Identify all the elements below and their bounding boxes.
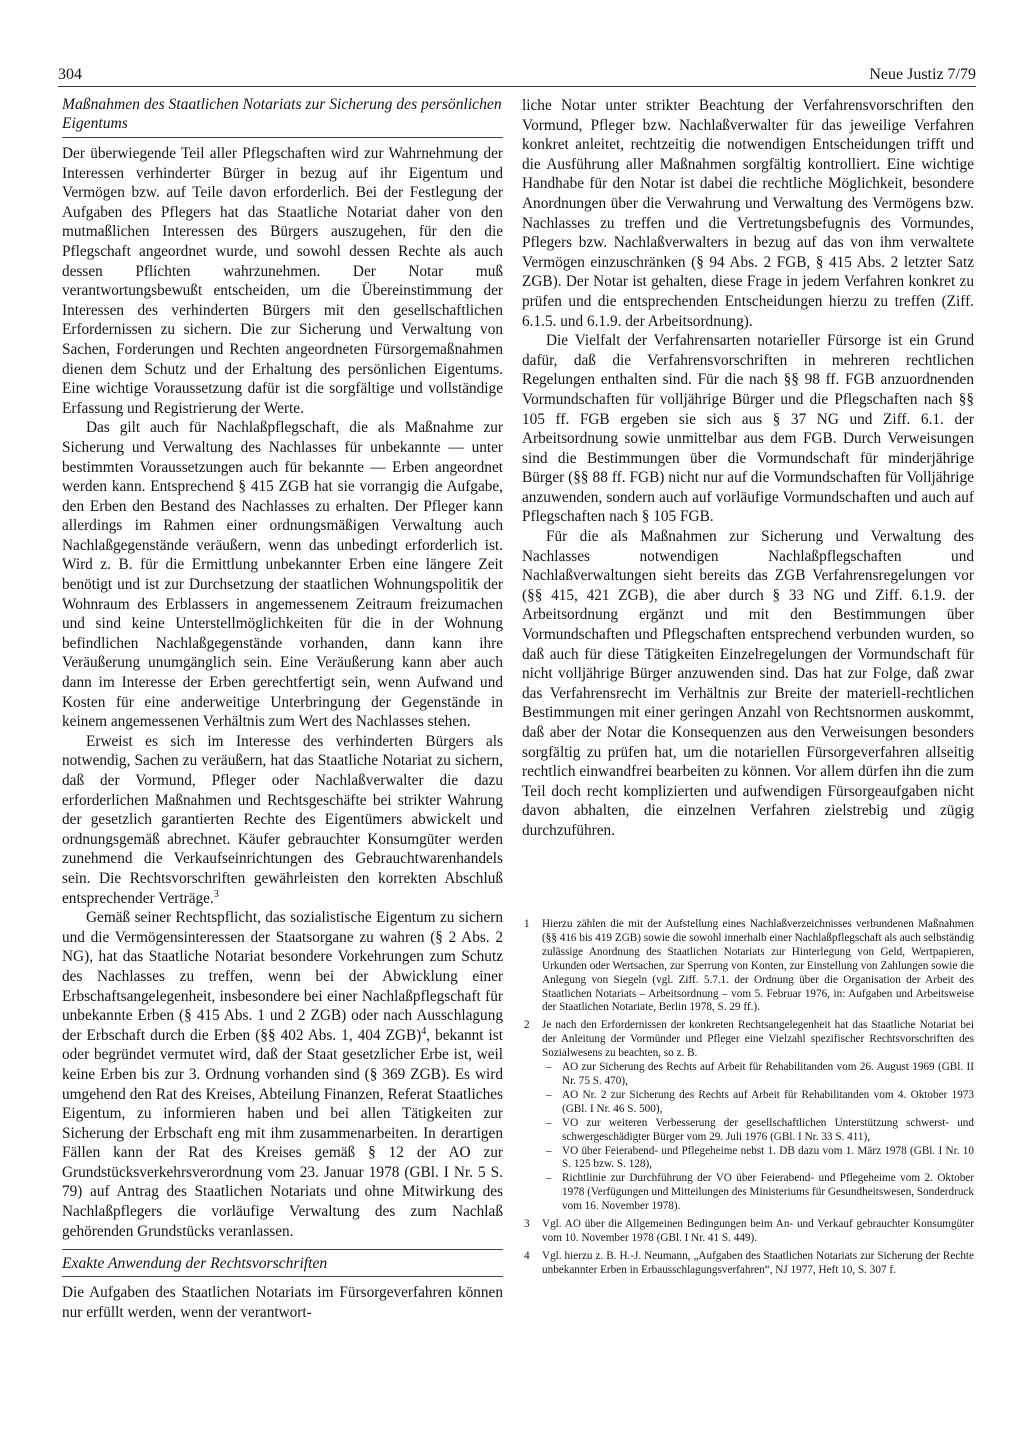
- footnote-list-item: – Richtlinie zur Durchführung der VO über Feierabend- und Pflegeheime vom 2. Oktober 1978 (Verfügungen und Mitteilungen des Ministeriums für Gesundheitswesen, Sonderdruck vom 16. November 1978).: [542, 1172, 974, 1214]
- journal-issue: Neue Justiz 7/79: [869, 66, 976, 83]
- footnote-list: [542, 1061, 974, 1214]
- section-heading-1: Maßnahmen des Staatlichen Notariats zur Sicherung des persönlichen Eigentums: [62, 96, 503, 138]
- footnote-4: [524, 1250, 974, 1278]
- page-header: [58, 66, 976, 88]
- page-number: 304: [58, 66, 82, 83]
- right-column: [522, 96, 974, 841]
- footnote-ref: 3: [213, 888, 219, 900]
- footnote-text: Vgl. hierzu z. B. H.-J. Neumann, „Aufgaben des Staatlichen Notariats zur Sicherung der Rechte unbekannter Erben in Erbausschlagungsverfahren“, NJ 1977, Heft 10, S. 307 f.: [542, 1249, 974, 1276]
- section-heading-2: Exakte Anwendung der Rechtsvorschriften: [62, 1249, 503, 1277]
- paragraph: liche Notar unter strikter Beachtung der Verfahrensvorschriften den Vormund, Pfleger bzw. Nachlaßverwalter für das jeweilige Verfahren konkret anleitet, rechtzeitig die notwendigen Entscheidungen trifft und die Ausführung aller Maßnahmen sorgfältig kontrolliert. Eine wichtige Handhabe für den Notar ist dabei die rechtliche Möglichkeit, besondere Anordnungen über die Verwahrung und Verwaltung des Vermögens bzw. Nachlasses zu treffen und die Vertretungsbefugnis des Vormundes, Pflegers bzw. Nachlaßverwalters in bezug auf das von ihm verwaltete Vermögen einzuschränken (§ 94 Abs. 2 FGB, § 415 Abs. 2 letzter Satz ZGB). Der Notar ist gehalten, diese Frage in jedem Verfahren konkret zu prüfen und die entsprechenden Entscheidungen hierzu zu treffen (Ziff. 6.1.5. und 6.1.9. der Arbeitsordnung).: [522, 97, 974, 330]
- paragraph: [62, 732, 503, 908]
- paragraph: [62, 908, 503, 1241]
- footnote-number: 3: [524, 1218, 530, 1231]
- footnote-text: Hierzu zählen die mit der Aufstellung eines Nachlaßverzeichnisses verbundenen Maßnahmen (§§ 416 bis 419 ZGB) sowie die sowohl innerhalb einer Nachlaßpflegschaft als auch selbständig zulässige Anordnung des Staatlichen Notariats zur Hinterlegung von Geld, Wertpapieren, Urkunden oder Wertsachen, zur Sperrung von Konten, zur Einstellung von Zahlungen sowie die Anlegung von Siegeln (vgl. Ziff. 5.7.1. der Ordnung über die Organisation der Arbeit des Staatlichen Notariats – Arbeitsordnung – vom 5. Februar 1976, in: Aufgaben und Arbeitsweise der Staatlichen Notariate, Berlin 1978, S. 29 ff.).: [542, 918, 974, 1014]
- footnote-number: 2: [524, 1019, 530, 1032]
- footnotes: [524, 918, 974, 1282]
- paragraph: Der überwiegende Teil aller Pflegschaften wird zur Wahrnehmung der Interessen verhinderter Bürger in bezug auf ihr Eigentum und Vermögen bzw. auf Teile davon erforderlich. Bei der Festlegung der Aufgaben des Pflegers hat das Staatliche Notariat daher von den mutmaßlichen Interessen des Bürgers auszugehen, für den die Pflegschaft angeordnet wurde, und sowohl dessen Rechte als auch dessen Pflichten wahrzunehmen. Der Notar muß verantwortungsbewußt entscheiden, um die Übereinstimmung der Interessen des verhinderten Bürgers mit den gesellschaftlichen Erfordernissen zu sichern. Die zur Sicherung und Verwaltung von Sachen, Forderungen und Rechten angeordneten Fürsorgemaßnahmen dienen dem Schutz und der Erhaltung des persönlichen Eigentums. Eine wichtige Voraussetzung dafür ist die sorgfältige und vollständige Erfassung und Registrierung der Werte.: [62, 145, 503, 417]
- footnote-list-item: – VO zur weiteren Verbesserung der gesellschaftlichen Unterstützung schwerst- und schwergeschädigter Bürger vom 29. Juli 1976 (GBl. I Nr. 33 S. 411),: [542, 1117, 974, 1145]
- footnote-ref: 4: [421, 1025, 427, 1037]
- paragraph-text: Gemäß seiner Rechtspflicht, das sozialistische Eigentum zu sichern und die Vermögensinteressen der Staatsorgane zu wahren (§ 2 Abs. 2 NG), hat das Staatliche Notariat besondere Vorkehrungen zum Schutz des Nachlasses zu treffen, wenn bei der Abwicklung einer Erbschaftsangelegenheit, insbesondere bei einer Nachlaßpflegschaft für unbekannte Erben (§ 415 Abs. 1 und 2 ZGB) oder nach Ausschlagung der Erbschaft durch die Erben (§§ 402 Abs. 1, 404 ZGB): [62, 909, 503, 1044]
- paragraph: Das gilt auch für Nachlaßpflegschaft, die als Maßnahme zur Sicherung und Verwaltung des Nachlasses für unbekannte — unter bestimmten Voraussetzungen auch für bekannte — Erben angeordnet werden kann. Entsprechend § 415 ZGB hat sie vorrangig die Aufgabe, den Erben den Bestand des Nachlasses zu erhalten. Der Pfleger kann allerdings im Rahmen einer ordnungsmäßigen Verwaltung auch Nachlaßgegenstände veräußern, wenn das unbedingt erforderlich ist. Wird z. B. für die Ermittlung unbekannter Erben eine längere Zeit benötigt und ist zur Durchsetzung der staatlichen Wohnungspolitik der Wohnraum des Erblassers in angemessenem Zeitraum freizumachen und sind keine Unterstellmöglichkeiten für die in der Wohnung befindlichen Nachlaßgegenstände vorhanden, dann kann ihre Veräußerung unumgänglich sein. Eine Veräußerung kann aber auch dann im Interesse der Erben gerechtfertigt sein, wenn Aufwand und Kosten für eine anderweitige Unterbringung der Gegenstände in keinem angemessenen Verhältnis zum Wert des Nachlasses stehen.: [62, 419, 503, 731]
- footnote-list-item: – AO zur Sicherung des Rechts auf Arbeit für Rehabilitanden vom 26. August 1969 (GBl. II Nr. 75 S. 470),: [542, 1061, 974, 1089]
- footnote-3: [524, 1218, 974, 1246]
- footnote-list-item: – VO über Feierabend- und Pflegeheime nebst 1. DB dazu vom 1. März 1978 (GBl. I Nr. 10 S. 125 bzw. S. 128),: [542, 1145, 974, 1173]
- footnote-number: 4: [524, 1249, 530, 1262]
- paragraph-text: , bekannt ist oder begründet vermutet wird, daß der Staat gesetzlicher Erbe ist, weil keine Erben bis zur 3. Ordnung vorhanden sind (§ 369 ZGB). Es wird umgehend den Rat des Kreises, Abteilung Finanzen, Referat Staatliches Eigentum, zu informieren haben und bei allen Tätigkeiten zur Sicherung der Erbschaft eng mit ihm zusammenarbeiten. In derartigen Fällen kann der Rat des Kreises gemäß § 12 der AO zur Grundstücksverkehrsverordnung vom 23. Januar 1978 (GBl. I Nr. 5 S. 79) auf Antrag des Staatlichen Notariats und ohne Mitwirkung des Nachlaßpflegers die vorläufige Verwaltung des zum Nachlaß gehörenden Grundstücks veranlassen.: [62, 1026, 503, 1240]
- paragraph: Die Aufgaben des Staatlichen Notariats im Fürsorgeverfahren können nur erfüllt werden, wenn der verantwort-: [62, 1284, 503, 1321]
- footnote-list-item: – AO Nr. 2 zur Sicherung des Rechts auf Arbeit für Rehabilitanden vom 4. Oktober 1973 (GBl. I Nr. 46 S. 500),: [542, 1089, 974, 1117]
- left-column: [62, 96, 503, 1322]
- header-rule: [58, 86, 976, 87]
- paragraph-text: Erweist es sich im Interesse des verhinderten Bürgers als notwendig, Sachen zu veräußern, hat das Staatliche Notariat zu sichern, daß der Vormund, Pfleger oder Nachlaßverwalter die dazu erforderlichen Maßnahmen und Rechtsgeschäfte bei strikter Wahrung der gesetzlich garantierten Rechte des Eigentümers abwickelt und ordnungsgemäß abrechnet. Käufer gebrauchter Konsumgüter werden zunehmend die Verkaufseinrichtungen des Gebrauchtwarenhandels sein. Die Rechtsvorschriften gewährleisten den korrekten Abschluß entsprechender Verträge.: [62, 732, 503, 907]
- footnote-number: 1: [524, 918, 530, 930]
- footnote-text: Je nach den Erfordernissen der konkreten Rechtsangelegenheit hat das Staatliche Notariat bei der Anleitung der Vormünder und Pfleger eine Vielzahl spezifischer Rechtsvorschriften des Sozialwesens zu beachten, so z. B.: [542, 1019, 974, 1060]
- paragraph: Für die als Maßnahmen zur Sicherung und Verwaltung des Nachlasses notwendigen Nachlaßpflegschaften und Nachlaßverwaltungen sieht bereits das ZGB Verfahrensregelungen vor (§§ 415, 421 ZGB), die aber durch § 33 NG und Ziff. 6.1.9. der Arbeitsordnung ergänzt und mit den Bestimmungen über Vormundschaften und Pflegschaften entsprechend verbunden wurden, so daß auch für diese Tätigkeiten Einzelregelungen der Vormundschaft für nicht volljährige Bürger anzuwenden sind. Das hat zur Folge, daß zwar das Verfahrensrecht im Verhältnis zur Breite der materiell-rechtlichen Bestimmungen mit einer geringen Anzahl von Rechtsnormen auskommt, daß aber der Notar die Konsequenzen aus den Verweisungen besonders sorgfältig zu prüfen hat, um die notariellen Fürsorgeverfahren allseitig rechtlich einwandfrei bearbeiten zu können. Vor allem dürfen ihn die zum Teil doch recht komplizierten und aufwendigen Fürsorgeaufgaben nicht davon abhalten, die einzelnen Verfahren zielstrebig und zügig durchzuführen.: [522, 528, 974, 839]
- footnote-text: Vgl. AO über die Allgemeinen Bedingungen beim An- und Verkauf gebrauchter Konsumgüter vom 10. November 1978 (GBl. I Nr. 41 S. 449).: [542, 1218, 974, 1244]
- footnote-1: [524, 918, 974, 1015]
- footnote-2: [524, 1019, 974, 1214]
- paragraph: Die Vielfalt der Verfahrensarten notarieller Fürsorge ist ein Grund dafür, daß die Verfahrensvorschriften in mehreren rechtlichen Regelungen enthalten sind. Für die nach §§ 98 ff. FGB anzuordnenden Vormundschaften für volljährige Bürger und die Pflegschaften nach §§ 105 ff. FGB ergeben sie sich aus § 37 NG und Ziff. 6.1. der Arbeitsordnung sowie unmittelbar aus dem FGB. Durch Verweisungen sind die Bestimmungen über die Vormundschaft für minderjährige Bürger (§§ 88 ff. FGB) nicht nur auf die Vormundschaften für Volljährige anzuwenden, sondern auch auf vorläufige Vormundschaften und auch auf Pflegschaften nach § 105 FGB.: [522, 332, 974, 526]
